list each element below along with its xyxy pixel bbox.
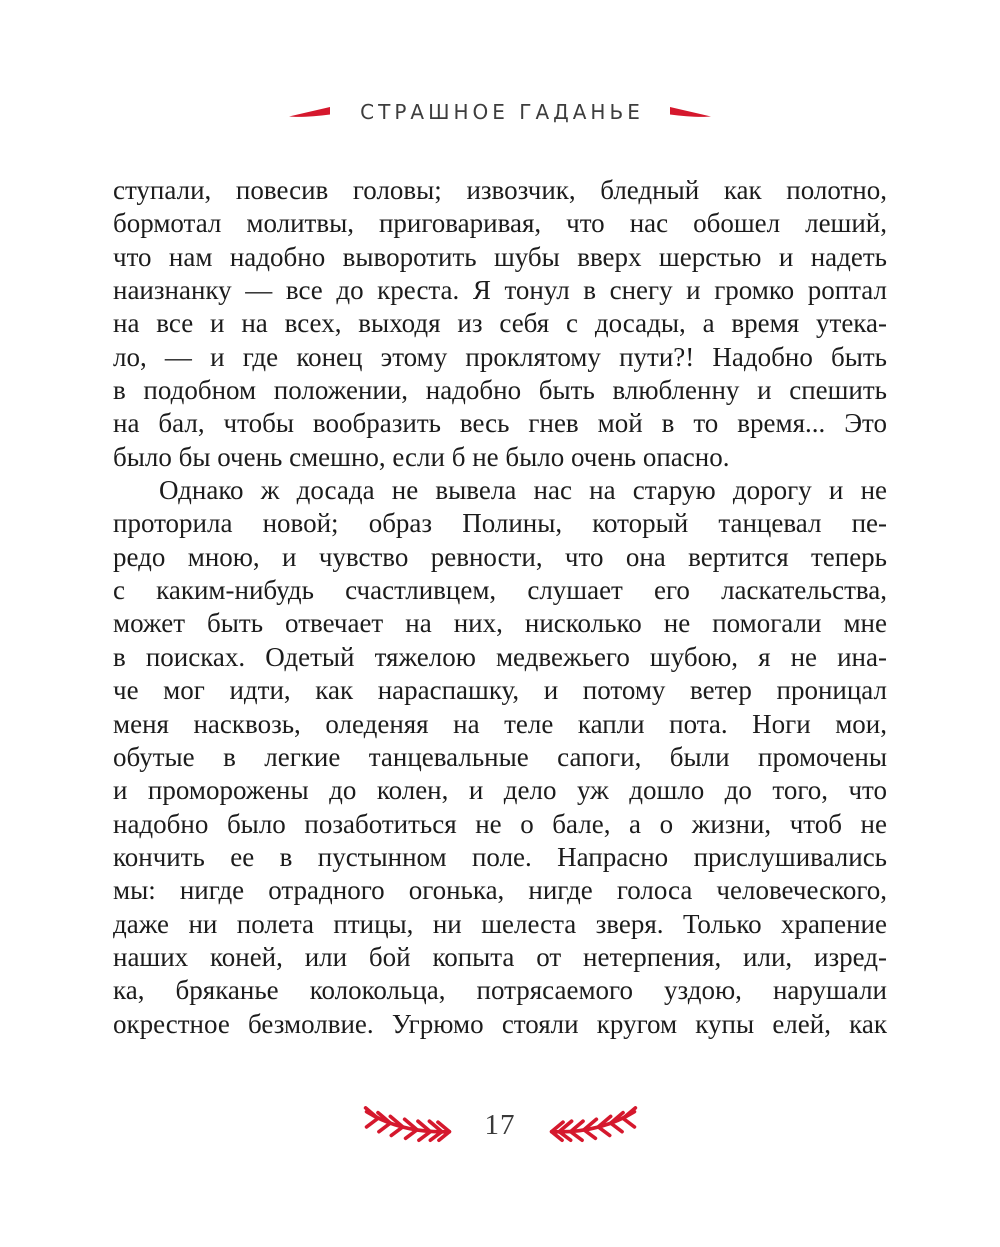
text-line: обутые в легкие танцевальные сапоги, были промочены — [113, 741, 887, 772]
text-line: бормотал молитвы, приговаривая, что нас обошел леший, — [113, 208, 887, 239]
text-line: что нам надобно выворотить шубы вверх шерстью и надеть — [113, 241, 887, 272]
text-line: редо мною, и чувство ревности, что она вертится теперь — [113, 541, 887, 572]
text-line: на все и на всех, выходя из себя с досады, а время утека- — [113, 308, 887, 339]
text-line: кончить ее в пустынном поле. Напрасно прислушивались — [113, 841, 887, 872]
text-line: может быть отвечает на них, нисколько не помогали мне — [113, 608, 887, 639]
text-line: наизнанку — все до креста. Я тонул в снегу и громко роптал — [113, 275, 887, 306]
text-line: надобно было позаботиться не о бале, а о жизни, чтоб не — [113, 808, 887, 839]
text-line: в поисках. Одетый тяжелою медвежьего шубою, я не ина- — [113, 641, 887, 672]
text-line: ступали, повесив головы; извозчик, бледный как полотно, — [113, 175, 887, 205]
text-line: Однако ж досада не вывела нас на старую дорогу и не — [159, 475, 887, 506]
body-text — [113, 174, 887, 1041]
red-dash-right-icon — [670, 106, 711, 118]
text-line: мы: нигде отрадного огонька, нигде голоса человеческого, — [113, 875, 887, 906]
page-footer — [0, 1102, 1000, 1148]
text-line: че мог идти, как нараспашку, и потому ветер проницал — [113, 675, 887, 706]
page-number: 17 — [484, 1108, 516, 1141]
chapter-title: СТРАШНОЕ ГАДАНЬЕ — [360, 100, 644, 124]
text-line: даже ни полета птицы, ни шелеста зверя. Только храпение — [113, 908, 887, 939]
text-line: наших коней, или бой копыта от нетерпения, или, изред- — [113, 941, 887, 972]
text-line: ка, бряканье колокольца, потрясаемого уздою, нарушали — [113, 975, 887, 1006]
fir-branch-left-icon — [360, 1105, 455, 1145]
red-dash-left-icon — [289, 106, 330, 118]
text-line: окрестное безмолвие. Угрюмо стояли кругом купы елей, как — [113, 1008, 887, 1039]
text-line: с каким-нибудь счастливцем, слушает его ласкательства, — [113, 575, 887, 606]
text-line: в подобном положении, надобно быть влюбленну и спешить — [113, 375, 887, 406]
fir-branch-right-icon — [546, 1105, 641, 1145]
text-line: было бы очень смешно, если б не было очень опасно. — [113, 441, 730, 472]
text-line: ло, — и где конец этому проклятому пути?! Надобно быть — [113, 341, 887, 372]
text-line: меня насквозь, оледеняя на теле капли пота. Ноги мои, — [113, 708, 887, 739]
text-line: на бал, чтобы вообразить весь гнев мой в то время... Это — [113, 408, 887, 439]
text-line: проторила новой; образ Полины, который танцевал пе- — [113, 508, 887, 539]
page-header — [0, 96, 1000, 128]
text-line: и проморожены до колен, и дело уж дошло до того, что — [113, 775, 887, 806]
